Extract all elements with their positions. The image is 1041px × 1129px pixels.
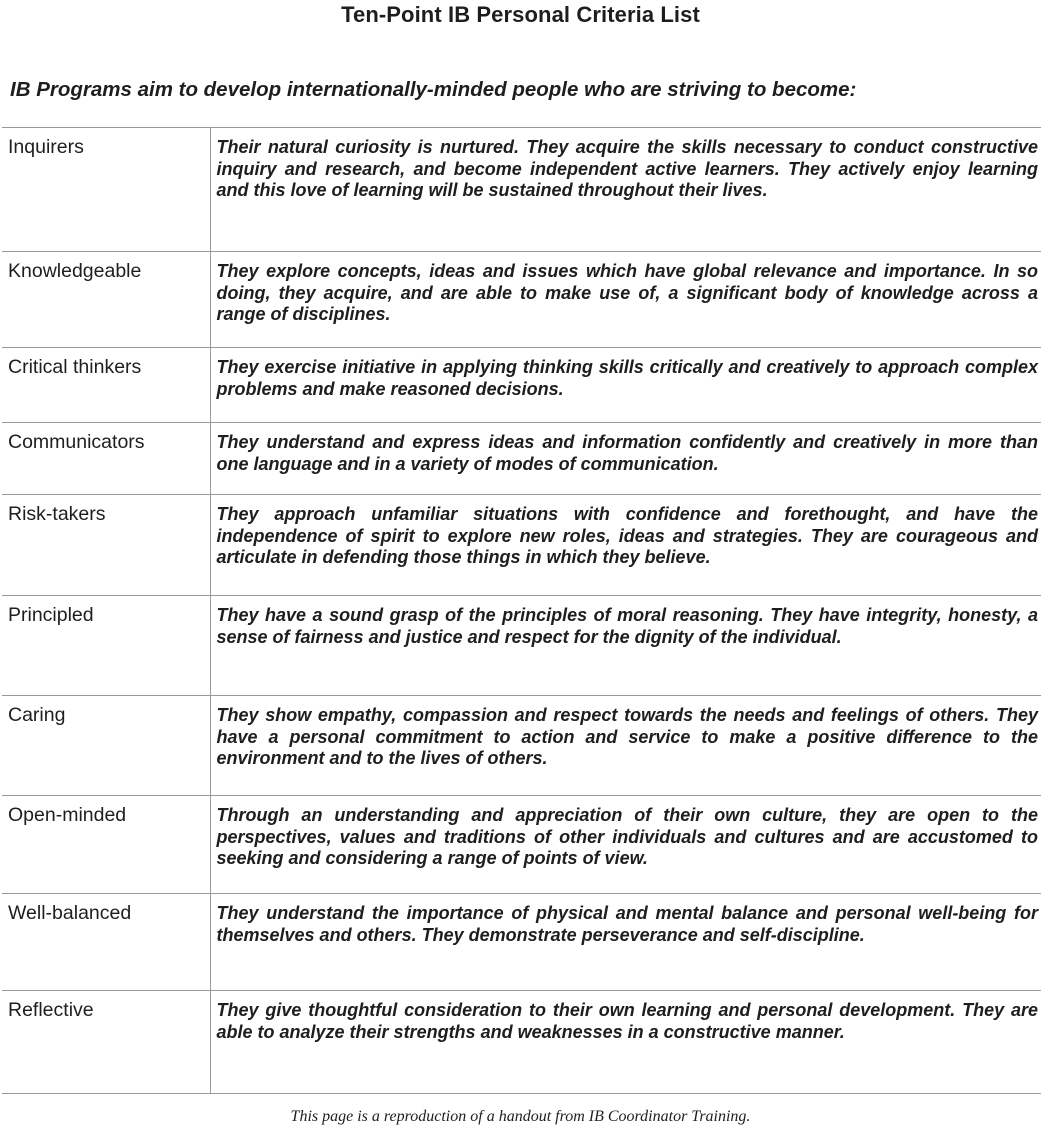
criteria-row-reflective xyxy=(2,991,1041,1094)
criteria-term: Inquirers xyxy=(2,128,210,252)
criteria-description: They exercise initiative in applying thinking skills critically and creatively to approach complex problems and make reasoned decisions. xyxy=(210,348,1041,423)
criteria-description: They have a sound grasp of the principles of moral reasoning. They have integrity, honesty, a sense of fairness and justice and respect for the dignity of the individual. xyxy=(210,596,1041,696)
page-title: Ten-Point IB Personal Criteria List xyxy=(341,2,700,27)
criteria-description: Their natural curiosity is nurtured. They acquire the skills necessary to conduct constructive inquiry and research, and become independent active learners. They actively enjoy learning and this love of learning will be sustained throughout their lives. xyxy=(210,128,1041,252)
criteria-term: Caring xyxy=(2,696,210,796)
criteria-description: They understand and express ideas and information confidently and creatively in more than one language and in a variety of modes of communication. xyxy=(210,423,1041,495)
criteria-term: Critical thinkers xyxy=(2,348,210,423)
criteria-term: Risk-takers xyxy=(2,495,210,596)
criteria-row-caring xyxy=(2,696,1041,796)
criteria-term: Principled xyxy=(2,596,210,696)
criteria-term: Communicators xyxy=(2,423,210,495)
criteria-row-inquirers xyxy=(2,128,1041,252)
criteria-row-open-minded xyxy=(2,796,1041,894)
criteria-table xyxy=(2,127,1041,1094)
criteria-row-well-balanced xyxy=(2,894,1041,991)
criteria-description: They explore concepts, ideas and issues which have global relevance and importance. In so doing, they acquire, and are able to make use of, a significant body of knowledge across a range of disciplines. xyxy=(210,252,1041,348)
page-subtitle: IB Programs aim to develop internationally-minded people who are striving to become: xyxy=(10,78,857,101)
criteria-row-communicators xyxy=(2,423,1041,495)
criteria-row-risk-takers xyxy=(2,495,1041,596)
criteria-term: Reflective xyxy=(2,991,210,1094)
page-footer-note: This page is a reproduction of a handout from IB Coordinator Training. xyxy=(290,1108,751,1125)
criteria-term: Well-balanced xyxy=(2,894,210,991)
criteria-row-knowledgeable xyxy=(2,252,1041,348)
criteria-term: Knowledgeable xyxy=(2,252,210,348)
criteria-description: They show empathy, compassion and respect towards the needs and feelings of others. They have a personal commitment to action and service to make a positive difference to the environment and to the lives of others. xyxy=(210,696,1041,796)
criteria-description: They understand the importance of physical and mental balance and personal well-being for themselves and others. They demonstrate perseverance and self-discipline. xyxy=(210,894,1041,991)
criteria-description: They give thoughtful consideration to their own learning and personal development. They are able to analyze their strengths and weaknesses in a constructive manner. xyxy=(210,991,1041,1094)
criteria-description: Through an understanding and appreciation of their own culture, they are open to the perspectives, values and traditions of other individuals and cultures and are accustomed to seeking and considering a range of points of view. xyxy=(210,796,1041,894)
criteria-row-critical-thinkers xyxy=(2,348,1041,423)
criteria-description: They approach unfamiliar situations with confidence and forethought, and have the independence of spirit to explore new roles, ideas and strategies. They are courageous and articulate in defending those things in which they believe. xyxy=(210,495,1041,596)
criteria-row-principled xyxy=(2,596,1041,696)
criteria-term: Open-minded xyxy=(2,796,210,894)
